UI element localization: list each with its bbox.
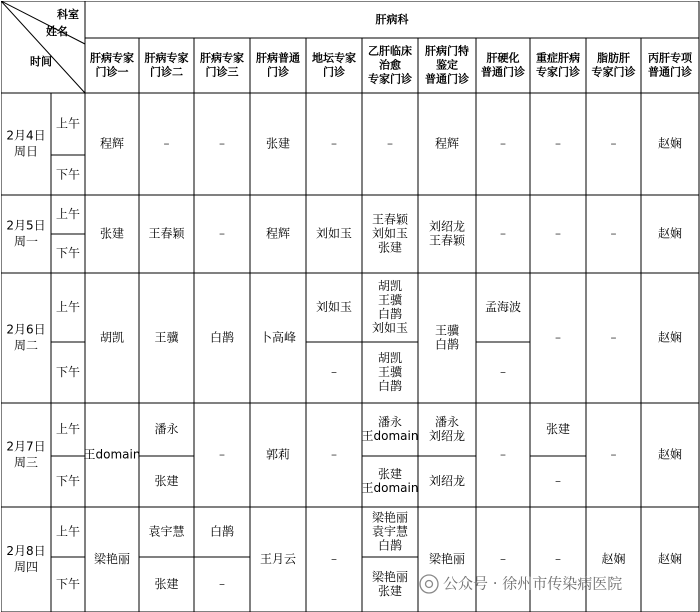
schedule-cell: 白鹊	[209, 330, 235, 345]
schedule-cell: –	[500, 365, 506, 379]
am-label: 上午	[55, 422, 81, 436]
schedule-cell: 赵娴	[657, 330, 683, 345]
schedule-cell: 王骥	[377, 365, 403, 379]
schedule-cell: 潘永	[154, 422, 179, 436]
schedule-cell: 张建	[545, 422, 571, 436]
schedule-cell: 赵娴	[657, 136, 683, 151]
am-label: 上午	[55, 207, 81, 221]
schedule-cell: 梁艳丽	[428, 552, 466, 566]
schedule-cell: 张建	[265, 136, 291, 151]
clinic-header: 乙肝临床	[368, 44, 412, 58]
schedule-cell: 程辉	[99, 136, 125, 151]
schedule-cell: 刘如玉	[371, 321, 409, 335]
schedule-cell: –	[331, 447, 337, 462]
schedule-cell: 赵娴	[657, 226, 683, 241]
schedule-cell: –	[331, 136, 337, 151]
am-label: 上午	[55, 300, 81, 314]
schedule-cell: –	[219, 226, 225, 241]
schedule-cell: –	[610, 136, 617, 151]
schedule-cell: 赵娴	[657, 447, 683, 462]
schedule-cell: 张建	[377, 584, 403, 598]
schedule-cell: 袁宇慧	[148, 524, 185, 539]
schedule-cell: –	[610, 447, 617, 462]
day-weekday: 周日	[13, 144, 39, 159]
schedule-cell: 胡凯	[377, 351, 403, 365]
day-weekday: 周四	[13, 560, 39, 574]
wechat-official-account-icon	[426, 581, 433, 588]
pm-label: 下午	[55, 474, 81, 488]
day-date: 2月4日	[6, 128, 46, 143]
pm-label: 下午	[55, 167, 81, 182]
day-weekday: 周一	[13, 234, 39, 249]
schedule-cell: 胡凯	[377, 279, 403, 293]
schedule-cell: 白鹊	[209, 524, 235, 539]
schedule-cell: 张建	[99, 226, 125, 241]
schedule-cell: 白鹊	[377, 307, 403, 321]
schedule-cell: 刘如玉	[315, 226, 353, 241]
schedule-cell: 卜高峰	[259, 330, 297, 345]
clinic-header: 专家门诊	[368, 72, 412, 86]
schedule-cell: 白鹊	[377, 538, 403, 553]
day-date: 2月5日	[6, 218, 46, 233]
schedule-cell: 郭莉	[265, 447, 291, 462]
schedule-cell: –	[555, 474, 561, 488]
schedule-cell: 梁艳丽	[371, 570, 409, 584]
clinic-header: 肝病门特	[425, 44, 469, 58]
pm-label: 下午	[55, 365, 81, 379]
department-title: 肝病科	[375, 13, 409, 26]
schedule-cell: 王春颖	[148, 226, 185, 241]
schedule-cell: 王春颖	[371, 212, 409, 227]
day-weekday: 周二	[13, 338, 39, 353]
schedule-cell: 赵娴	[657, 552, 683, 566]
clinic-header: 肝病专家	[144, 51, 189, 65]
schedule-cell: 张建	[154, 577, 179, 591]
schedule-cell: –	[500, 226, 506, 241]
clinic-header: 治愈	[379, 58, 401, 72]
schedule-cell: 白鹊	[434, 337, 460, 352]
clinic-header: 门诊二	[150, 65, 183, 79]
corner-name-label: 姓名	[46, 25, 68, 38]
am-label: 上午	[55, 524, 81, 539]
schedule-cell: 王domain	[361, 429, 419, 443]
schedule-cell: 张建	[154, 474, 179, 488]
schedule-cell: 张建	[377, 467, 403, 481]
schedule-cell: 程辉	[265, 226, 291, 241]
schedule-cell: –	[500, 447, 506, 462]
schedule-cell: –	[500, 136, 506, 151]
schedule-cell: –	[387, 136, 393, 151]
schedule-cell: 胡凯	[99, 330, 125, 345]
schedule-cell: 刘绍龙	[428, 474, 466, 488]
schedule-cell: –	[219, 577, 225, 591]
clinic-header: 门诊一	[95, 65, 129, 79]
pm-label: 下午	[55, 246, 81, 260]
clinic-header: 脂肪肝	[597, 51, 630, 65]
schedule-cell: –	[610, 226, 617, 241]
schedule-cell: 王骥	[154, 330, 179, 345]
schedule-cell: –	[555, 226, 561, 241]
clinic-header: 专家门诊	[591, 65, 636, 79]
schedule-cell: 孟海波	[484, 300, 522, 314]
schedule-cell: 梁艳丽	[93, 552, 131, 566]
day-date: 2月7日	[6, 439, 46, 454]
schedule-cell: 王骥	[434, 323, 460, 338]
day-date: 2月6日	[6, 322, 46, 337]
schedule-cell: 刘绍龙	[428, 429, 466, 443]
clinic-header: 肝病普通	[256, 51, 300, 65]
schedule-cell: –	[219, 136, 225, 151]
schedule-cell: 王domain	[83, 447, 141, 462]
schedule-cell: 王春颖	[428, 233, 466, 248]
schedule-cell: 赵娴	[601, 552, 626, 566]
table-cells	[6, 7, 693, 598]
schedule-cell: 王骥	[377, 293, 403, 307]
schedule-cell: –	[331, 552, 337, 566]
clinic-header: 普通门诊	[648, 65, 692, 79]
pm-label: 下午	[55, 577, 81, 591]
clinic-header: 地坛专家	[312, 51, 356, 65]
schedule-cell: 张建	[377, 240, 403, 255]
schedule-cell: –	[163, 136, 170, 151]
clinic-header: 门诊	[323, 65, 345, 79]
schedule-cell: 潘永	[377, 415, 403, 429]
watermark	[420, 575, 622, 594]
schedule-cell: 程辉	[434, 136, 460, 151]
clinic-header: 肝硬化	[486, 51, 520, 65]
schedule-cell: 白鹊	[377, 379, 403, 393]
schedule-cell: 王月云	[259, 552, 297, 566]
schedule-cell: –	[610, 330, 617, 345]
clinic-header: 普通门诊	[425, 72, 469, 86]
clinic-header: 专家门诊	[536, 65, 580, 79]
day-date: 2月8日	[6, 544, 46, 558]
watermark-text: 公众号 · 徐州市传染病医院	[443, 574, 623, 593]
schedule-cell: –	[555, 136, 561, 151]
clinic-header: 重症肝病	[536, 51, 580, 65]
schedule-cell: –	[555, 552, 561, 566]
schedule-cell: –	[500, 552, 506, 566]
corner-dept-label: 科室	[57, 8, 79, 21]
clinic-schedule-table	[1, 1, 700, 612]
schedule-cell: 刘如玉	[315, 300, 353, 314]
schedule-cell: –	[331, 365, 337, 379]
corner-time-label: 时间	[30, 55, 52, 68]
schedule-cell: 刘如玉	[371, 226, 409, 241]
clinic-header: 门诊	[267, 65, 289, 79]
schedule-cell: –	[555, 330, 561, 345]
clinic-header: 门诊三	[205, 65, 239, 79]
schedule-cell: 梁艳丽	[371, 510, 409, 525]
schedule-cell: –	[219, 447, 225, 462]
clinic-header: 普通门诊	[481, 65, 525, 79]
clinic-header: 鉴定	[436, 58, 458, 72]
clinic-header: 丙肝专项	[648, 51, 692, 65]
clinic-header: 肝病专家	[90, 51, 134, 65]
day-weekday: 周三	[13, 455, 39, 470]
schedule-cell: 王domain	[361, 481, 419, 495]
wechat-official-account-icon	[420, 575, 438, 593]
clinic-header: 肝病专家	[200, 51, 244, 65]
am-label: 上午	[55, 116, 81, 131]
schedule-cell: 刘绍龙	[428, 219, 466, 234]
schedule-cell: 潘永	[434, 415, 460, 429]
schedule-cell: 袁宇慧	[371, 524, 409, 539]
